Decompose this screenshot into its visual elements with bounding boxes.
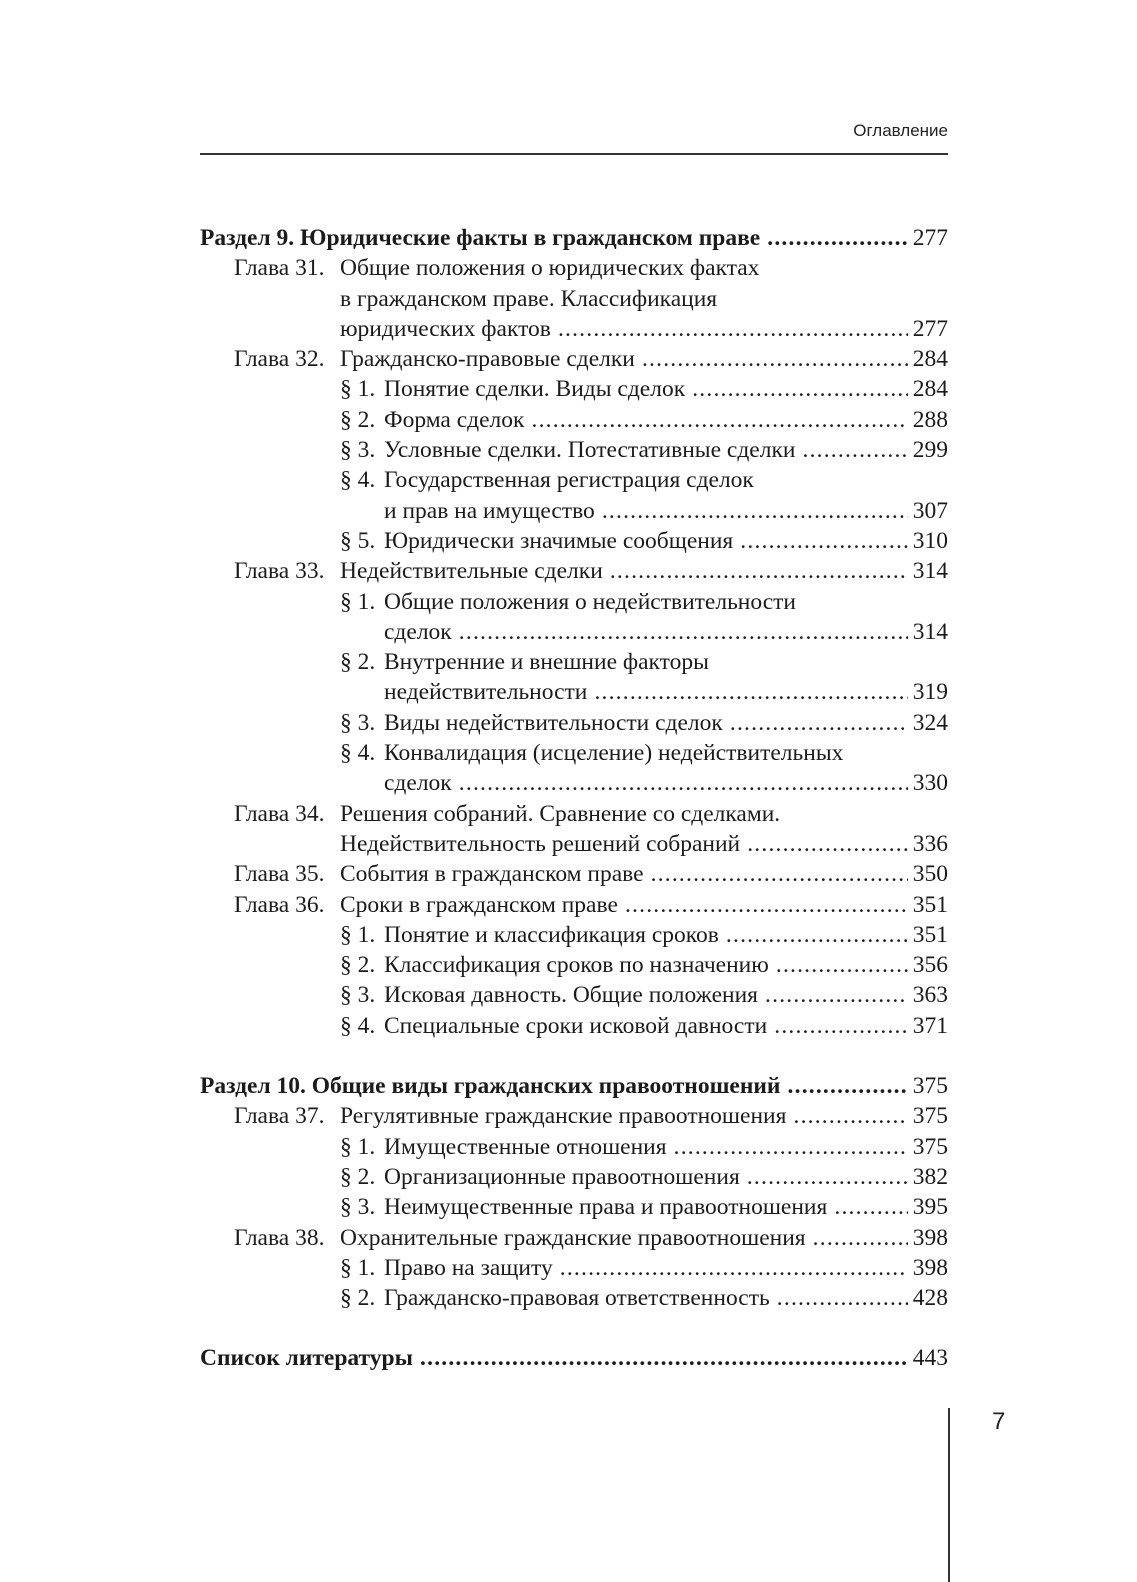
para-title: Конвалидация (исцеление) недействительных — [384, 740, 844, 767]
toc-entry-para — [200, 405, 948, 435]
para-number: § 1. — [340, 376, 376, 403]
section-title: Список литературы ..... — [200, 1343, 948, 1373]
toc-entry-chapter — [200, 890, 948, 920]
toc-page-number: 382 — [908, 1162, 948, 1192]
para-title: и прав на имущество ..... — [384, 496, 948, 526]
chapter-number: Глава 35. — [234, 861, 325, 888]
para-title: Юридически значимые сообщения ..... — [384, 526, 948, 556]
toc-entry-chapter — [200, 253, 948, 283]
para-number: § 4. — [340, 467, 376, 494]
toc-entry-para — [200, 980, 948, 1010]
toc-entry-chapter — [200, 829, 948, 859]
toc-entry-chapter — [200, 1223, 948, 1253]
chapter-number: Глава 31. — [234, 255, 325, 282]
para-number: § 1. — [340, 921, 376, 948]
toc-page-number: 288 — [908, 405, 948, 435]
para-number: § 3. — [340, 1194, 376, 1221]
toc-entry-chapter — [200, 859, 948, 889]
toc-entry-para — [200, 647, 948, 677]
toc-entry-chapter — [200, 284, 948, 314]
para-number: § 2. — [340, 406, 376, 433]
para-title: Организационные правоотношения ..... — [384, 1162, 948, 1192]
toc-page-number: 350 — [908, 859, 948, 889]
para-title: Виды недействительности сделок ..... — [384, 708, 948, 738]
toc-entry-para — [200, 465, 948, 495]
para-title: Право на защиту ..... — [384, 1253, 948, 1283]
toc-entry-para — [200, 496, 948, 526]
chapter-number: Глава 37. — [234, 1103, 325, 1130]
para-number: § 3. — [340, 982, 376, 1009]
toc-page-number: 307 — [908, 496, 948, 526]
toc-page-number: 371 — [908, 1011, 948, 1041]
header-rule — [200, 153, 948, 155]
toc-page-number: 375 — [908, 1132, 948, 1162]
toc-entry-para — [200, 617, 948, 647]
chapter-title: Охранительные гражданские правоотношения ..... — [340, 1223, 948, 1253]
para-number: § 2. — [340, 1163, 376, 1190]
toc-entry-para — [200, 920, 948, 950]
toc-entry-para — [200, 435, 948, 465]
para-number: § 3. — [340, 437, 376, 464]
para-title: Имущественные отношения ..... — [384, 1132, 948, 1162]
toc-page-number: 398 — [908, 1253, 948, 1283]
toc-entry-para — [200, 1253, 948, 1283]
para-title: Форма сделок ..... — [384, 405, 948, 435]
para-number: § 4. — [340, 1012, 376, 1039]
para-title: Условные сделки. Потестативные сделки ..... — [384, 435, 948, 465]
toc-page-number: 351 — [908, 920, 948, 950]
toc-page-number: 398 — [908, 1223, 948, 1253]
toc-entry-para — [200, 1192, 948, 1222]
toc-entry-para — [200, 1283, 948, 1313]
toc-page-number: 330 — [908, 768, 948, 798]
toc-page-number: 299 — [908, 435, 948, 465]
chapter-title: Недействительность решений собраний ..... — [340, 829, 948, 859]
section-title: Раздел 9. Юридические факты в гражданском праве ..... — [200, 223, 948, 253]
para-number: § 1. — [340, 1254, 376, 1281]
toc-entry-para — [200, 374, 948, 404]
toc-entry-chapter — [200, 344, 948, 374]
toc-page-number: 284 — [908, 374, 948, 404]
para-title: Специальные сроки исковой давности ..... — [384, 1011, 948, 1041]
toc-entry-para — [200, 1132, 948, 1162]
para-title: Исковая давность. Общие положения ..... — [384, 980, 948, 1010]
section-title: Раздел 10. Общие виды гражданских правоотношений ..... — [200, 1071, 948, 1101]
para-number: § 4. — [340, 740, 376, 767]
chapter-title: Гражданско-правовые сделки ..... — [340, 344, 948, 374]
toc-page-number: 319 — [908, 677, 948, 707]
toc-entry-para — [200, 768, 948, 798]
toc-page-number: 375 — [908, 1071, 948, 1101]
toc-page-number: 314 — [908, 556, 948, 586]
toc-page-number: 324 — [908, 708, 948, 738]
para-number: § 1. — [340, 588, 376, 615]
chapter-number: Глава 32. — [234, 346, 325, 373]
toc-entry-section — [200, 1071, 948, 1101]
chapter-title: Общие положения о юридических фактах — [340, 255, 760, 282]
para-title: Внутренние и внешние факторы — [384, 649, 709, 676]
para-number: § 3. — [340, 709, 376, 736]
chapter-number: Глава 36. — [234, 891, 325, 918]
para-title: Общие положения о недействительности — [384, 588, 796, 615]
chapter-title: Регулятивные гражданские правоотношения ..... — [340, 1101, 948, 1131]
para-title: Государственная регистрация сделок — [384, 467, 754, 494]
toc-page-number: 356 — [908, 950, 948, 980]
toc-page-number: 428 — [908, 1283, 948, 1313]
page-number-rule — [948, 1408, 950, 1582]
para-title: Понятие сделки. Виды сделок ..... — [384, 374, 948, 404]
toc-page-number: 363 — [908, 980, 948, 1010]
para-number: § 2. — [340, 649, 376, 676]
page-number: 7 — [992, 1408, 1006, 1435]
toc-page-number: 336 — [908, 829, 948, 859]
chapter-number: Глава 33. — [234, 558, 325, 585]
running-head-title: Оглавление — [853, 121, 948, 140]
toc-page-number: 395 — [908, 1192, 948, 1222]
toc-page-number: 310 — [908, 526, 948, 556]
toc-page-number: 284 — [908, 344, 948, 374]
toc-entry-para — [200, 677, 948, 707]
table-of-contents — [200, 223, 948, 1374]
para-title: Гражданско-правовая ответственность ..... — [384, 1283, 948, 1313]
toc-entry-chapter — [200, 799, 948, 829]
toc-page-number: 314 — [908, 617, 948, 647]
para-title: сделок ..... — [384, 617, 948, 647]
para-number: § 2. — [340, 952, 376, 979]
para-title: Неимущественные права и правоотношения ..... — [384, 1192, 948, 1222]
toc-entry-section — [200, 1343, 948, 1373]
para-title: Классификация сроков по назначению ..... — [384, 950, 948, 980]
toc-entry-chapter — [200, 314, 948, 344]
toc-entry-chapter — [200, 1101, 948, 1131]
toc-entry-section — [200, 223, 948, 253]
toc-page-number: 277 — [908, 223, 948, 253]
para-title: Понятие и классификация сроков ..... — [384, 920, 948, 950]
toc-page-number: 351 — [908, 890, 948, 920]
toc-page-number: 277 — [908, 314, 948, 344]
para-number: § 2. — [340, 1285, 376, 1312]
chapter-title: Недействительные сделки ..... — [340, 556, 948, 586]
toc-entry-para — [200, 1162, 948, 1192]
para-number: § 1. — [340, 1133, 376, 1160]
chapter-title: Решения собраний. Сравнение со сделками. — [340, 800, 781, 827]
toc-entry-para — [200, 950, 948, 980]
chapter-title: в гражданском праве. Классификация — [340, 285, 718, 312]
chapter-title: юридических фактов ..... — [340, 314, 948, 344]
toc-entry-chapter — [200, 556, 948, 586]
chapter-number: Глава 38. — [234, 1224, 325, 1251]
chapter-number: Глава 34. — [234, 800, 325, 827]
toc-entry-para — [200, 738, 948, 768]
toc-page-number: 443 — [908, 1343, 948, 1373]
toc-entry-para — [200, 708, 948, 738]
para-title: недействительности ..... — [384, 677, 948, 707]
chapter-title: Сроки в гражданском праве ..... — [340, 890, 948, 920]
toc-page-number: 375 — [908, 1101, 948, 1131]
para-title: сделок ..... — [384, 768, 948, 798]
para-number: § 5. — [340, 527, 376, 554]
toc-entry-para — [200, 526, 948, 556]
toc-entry-para — [200, 1011, 948, 1041]
toc-entry-para — [200, 587, 948, 617]
chapter-title: События в гражданском праве ..... — [340, 859, 948, 889]
